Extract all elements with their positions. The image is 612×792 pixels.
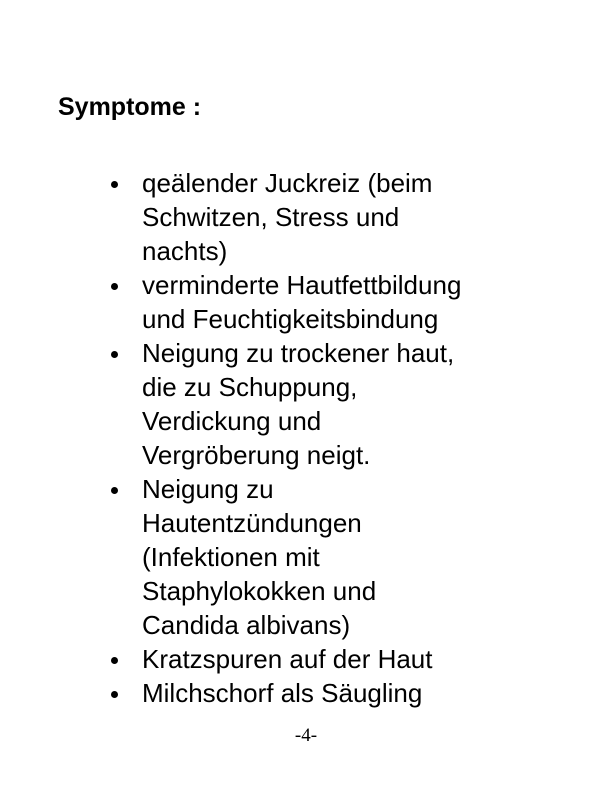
section-heading: Symptome : (58, 93, 202, 121)
symptom-item: Neigung zu Hautentzündungen (Infektionen mit Staphylokokken und Candida albivans) (0, 472, 542, 642)
symptom-item: qeälender Juckreiz (beim Schwitzen, Stress und nachts) (0, 166, 542, 268)
symptom-item: verminderte Hautfettbildung und Feuchtigkeitsbindung (0, 268, 542, 336)
symptom-item: Neigung zu trockener haut, die zu Schuppung, Verdickung und Vergröberung neigt. (0, 336, 542, 472)
symptom-item: Kratzspuren auf der Haut (0, 642, 542, 676)
page-number: -4- (294, 725, 318, 746)
symptom-list (0, 166, 542, 710)
symptom-item: Milchschorf als Säugling (0, 676, 542, 710)
